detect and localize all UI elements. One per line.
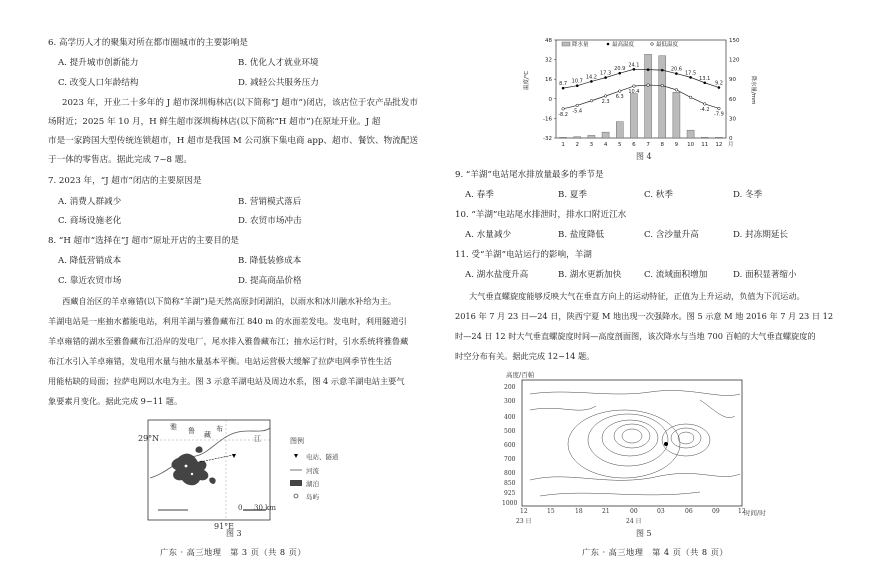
q6-option-a[interactable]: A. 提升城市创新能力 [58,58,139,68]
figure-4-caption: 图 4 [636,152,652,161]
y-tick-label-left: 32 [545,57,552,64]
x-tick-label: 10 [687,142,695,148]
label-min-temp: -4.2 [699,106,710,113]
fig5-ytick: 500 [504,428,516,435]
q7-option-b[interactable]: B. 营销模式落后 [238,197,302,207]
fig5-xtick: 03 [657,508,665,515]
point-min-temp [590,99,593,102]
point-min-temp [604,95,607,98]
q9-option-a[interactable]: A. 春季 [465,190,494,200]
fig3-legend-island: 岛屿 [306,493,319,501]
bar-rain [602,132,609,138]
label-max-temp: 17.5 [685,70,697,77]
fig5-xtick: 21 [602,508,610,515]
y-tick-label-left: -16 [543,116,552,123]
x-tick-label: 8 [660,142,664,148]
q10-stem: 10. “羊湖”电站尾水排泄时，排水口附近江水 [455,210,627,220]
fig5-ytick: 200 [504,384,516,391]
point-max-temp [675,72,678,75]
q10-option-b[interactable]: B. 盐度降低 [558,230,605,240]
point-min-temp [718,107,721,110]
point-max-temp [689,76,692,79]
passage3-line4: 时空分布有关。据此完成 12~14 题。 [455,351,595,361]
label-min-temp: -5.4 [572,108,583,115]
passage1-line4: 于一体的零售店。据此完成 7~8 题。 [48,155,192,165]
fig3-place-3: 藏 [204,431,211,439]
y-tick-label-left: 48 [545,38,552,44]
y-tick-label-right: 150 [729,38,740,44]
left-footer: 广东 · 高三地理 第 3 页（共 8 页） [160,547,307,557]
fig5-ytick: 1000 [502,500,518,507]
figure-5-contour [500,370,800,530]
label-max-temp: 20.9 [614,66,626,73]
fig5-ytick: 850 [504,480,516,487]
q7-option-a[interactable]: A. 消费人群减少 [58,197,122,207]
point-min-temp [689,96,692,99]
bar-rain [560,137,567,138]
q11-option-b[interactable]: B. 湖水更新加快 [558,270,622,280]
bar-rain [701,137,708,138]
q10-option-d[interactable]: D. 封冻期延长 [733,230,789,240]
fig5-ytick: 700 [504,456,516,463]
x-tick-label: 5 [618,142,622,148]
bar-rain [630,94,637,138]
fig3-legend-title: 图例 [290,437,304,445]
q8-option-d[interactable]: D. 提高商品价格 [238,276,302,286]
label-max-temp: 20.6 [670,66,682,73]
point-min-temp [618,90,621,93]
bar-rain [659,56,666,138]
q9-option-b[interactable]: B. 夏季 [558,190,587,200]
point-min-temp [562,108,565,111]
q11-option-d[interactable]: D. 面积显著缩小 [733,270,797,280]
q8-option-a[interactable]: A. 降低营销成本 [58,256,122,266]
label-min-temp: -8.2 [558,111,568,118]
passage2-line3: 羊卓雍错的湖水至雅鲁藏布江沿岸的发电厂，尾水排入雅鲁藏布江；抽水运行时，引水系统将雅鲁藏 [48,336,409,346]
label-max-temp: 13.1 [699,75,711,82]
passage3-line3: 时—24 日 12 时大气垂直螺旋度时间—高度剖面图，该次降水与当地 700 百帕的大气垂直螺旋度的 [455,331,816,341]
q10-option-a[interactable]: A. 水量减少 [465,230,512,240]
fig5-xtick: 18 [575,508,583,515]
legend-min: 最低温度 [656,42,679,48]
bar-rain [673,92,680,138]
legend-min-swatch [651,43,654,46]
bar-rain [616,122,623,138]
point-max-temp [633,68,636,71]
line-min-temp [563,85,719,109]
point-min-temp [675,89,678,92]
figure-3-caption: 图 3 [226,529,242,538]
fig5-xtick: 06 [685,508,693,515]
point-min-temp [703,103,706,106]
q11-stem: 11. 受“羊湖”电站运行的影响，羊湖 [455,250,592,260]
y-tick-label-left: 0 [548,96,552,103]
fig3-place-1: 雅 [170,423,177,431]
q11-option-a[interactable]: A. 湖水盐度升高 [465,270,529,280]
point-max-temp [576,84,579,87]
q6-option-b[interactable]: B. 优化人才就业环境 [238,58,319,68]
passage1-line2: 场附近；2025 年 10 月，H 鲜生超市深圳梅林店(以下简称“H 超市”)在原址开业。J 超 [48,117,381,127]
legend-max: 最高温度 [612,42,635,48]
fig5-xtick: 00 [630,508,638,515]
point-max-temp [590,80,593,83]
bar-rain [645,54,652,138]
label-max-temp: 9.2 [714,80,723,87]
q7-option-c[interactable]: C. 商场设施老化 [58,216,122,226]
bar-rain [588,135,595,138]
fig3-place-2: 鲁 [188,427,195,435]
passage2-line5: 用能枯缺的局面；拉萨电网以水电为主。图 3 示意羊湖电站及周边水系，图 4 示意羊湖电站主要气 [48,376,405,386]
q10-option-c[interactable]: C. 含沙量升高 [644,230,699,240]
fig3-place-5: 江 [254,435,261,443]
chart-frame [556,40,726,138]
x-tick-label: 7 [646,142,650,148]
point-min-temp [661,84,664,87]
q9-option-d[interactable]: D. 冬季 [733,190,763,200]
passage2-line1: 西藏自治区的羊卓雍错(以下简称“羊湖”)是天然高原封闭湖泊，以雨水和冰川融水补给为主。 [62,296,397,306]
point-max-temp [604,76,607,79]
figure-5-caption: 图 5 [636,529,652,538]
fig5-ytick: 400 [504,414,516,421]
bar-rain [687,130,694,138]
point-max-temp [647,68,650,71]
y-axis-label-left: 温度/℃ [524,70,530,90]
x-tick-label: 3 [589,142,594,148]
fig3-legend-lake: 湖泊 [306,480,319,488]
passage3-line1: 大气垂直螺旋度能够反映大气在垂直方向上的运动特征，正值为上升运动，负值为下沉运动。 [469,291,805,301]
fig3-legend-river: 河流 [306,467,319,475]
point-max-temp [562,87,565,90]
q8-option-b[interactable]: B. 降低装修成本 [238,256,302,266]
x-tick-label: 6 [632,142,636,148]
label-min-temp: 10.4 [628,89,640,96]
y-tick-label-right: 30 [729,116,736,123]
fig5-day24: 24 日 [626,518,642,525]
label-max-temp: 10.7 [571,78,583,85]
fig5-xtick: 12 [520,508,528,515]
x-tick-label: 11 [701,142,709,148]
fig5-ytick: 600 [504,442,516,449]
fig5-ytick: 925 [504,490,516,497]
passage3-line2: 2016 年 7 月 23 日—24 日，陕西宁夏 M 地出现一次强降水。图 5 示意 M 地 2016 年 7 月 23 日 12 [455,311,834,321]
y-axis-label-right: 降水量/mm [750,75,756,105]
point-min-temp [647,84,650,87]
q8-option-c[interactable]: C. 靠近农贸市场 [58,276,122,286]
q6-option-d[interactable]: D. 减轻公共服务压力 [238,78,319,88]
fig3-place-4: 布 [216,425,223,433]
legend-rain-swatch [562,42,570,46]
label-min-temp: 2.3 [601,98,610,105]
bar-rain [574,137,581,138]
q9-stem: 9. “羊湖”电站尾水排放量最多的季节是 [455,170,604,180]
passage2-line4: 布江水引入羊卓雍错，发电用水量与抽水量基本平衡。电站运营极大缓解了拉萨电网季节性生活 [48,356,392,366]
label-max-temp: 17.3 [600,70,612,77]
point-max-temp [661,69,664,72]
q6-stem: 6. 高学历人才的聚集对所在都市圈城市的主要影响是 [48,38,248,48]
fig5-xtick: 15 [547,508,555,515]
q6-option-c[interactable]: C. 改变人口年龄结构 [58,78,139,88]
legend-rain: 降水量 [572,42,589,48]
y-tick-label-left: 16 [545,77,552,84]
x-tick-label: 2 [575,142,579,148]
figure-3-map [138,418,358,531]
fig5-xtick: 09 [712,508,720,515]
y-tick-label-right: 60 [729,96,736,103]
fig3-lon: 91°E [214,522,235,531]
fig5-day23: 23 日 [516,518,532,525]
point-max-temp [703,81,706,84]
x-unit-label: 月 [728,142,734,148]
label-max-temp: 24.1 [628,62,640,69]
y-tick-label-left: -32 [543,136,552,142]
fig3-scale-0: 0 [238,504,243,512]
q7-option-d[interactable]: D. 农贸市场冲击 [238,216,302,226]
x-tick-label: 4 [603,142,608,148]
x-tick-label: 12 [715,142,723,148]
q9-option-c[interactable]: C. 秋季 [644,190,673,200]
x-tick-label: 9 [674,142,679,148]
fig5-ylabel: 高度/百帕 [506,371,535,379]
fig5-xtick: 12 [738,508,746,515]
q11-option-c[interactable]: C. 流域面积增加 [644,270,708,280]
x-tick-label: 1 [561,142,565,148]
label-min-temp: 6.3 [615,94,624,101]
fig5-xlabel: 时间/时 [744,509,766,517]
right-footer: 广东 · 高三地理 第 4 页（共 8 页） [582,547,729,557]
label-max-temp: 14.2 [585,74,597,81]
point-max-temp [618,72,621,75]
fig3-legend-station: 电站、隧道 [306,453,339,461]
y-tick-label-right: 90 [729,77,736,84]
passage1-line3: 市是一家跨国大型传统连锁超市，H 超市是我国 M 公司旗下集电商 app、超市、餐饮、物流配送 [48,136,418,146]
label-min-temp: -7.9 [714,111,724,118]
q7-stem: 7. 2023 年，“J 超市”闭店的主要原因是 [48,176,202,186]
fig3-lat: 29°N [138,434,160,443]
fig5-ytick: 300 [504,398,516,405]
point-min-temp [576,104,579,107]
climate-chart-svg [520,30,760,150]
label-max-temp: 8.7 [559,81,568,88]
y-tick-label-right: 0 [729,136,733,142]
point-min-temp [633,85,636,88]
q8-stem: 8. “H 超市”选择在“J 超市”原址开店的主要目的是 [48,236,240,246]
y-tick-label-right: 120 [729,57,740,64]
fig3-scale-30: 30 km [254,504,277,512]
fig5-ytick: 800 [504,470,516,477]
passage1-line1: 2023 年，开业二十多年的 J 超市深圳梅林店(以下简称“J 超市”)闭店，该店位于农产品批发市 [62,98,418,108]
bar-rain [715,137,722,138]
figure-4-chart [520,30,760,150]
passage2-line2: 羊湖电站是一座抽水蓄能电站，利用羊湖与雅鲁藏布江 840 m 的水面差发电。发电时，利用隧道引 [48,316,407,326]
point-max-temp [718,86,721,89]
legend-max-swatch [607,43,610,46]
passage2-line6: 象要素月变化。据此完成 9~11 题。 [48,396,183,406]
